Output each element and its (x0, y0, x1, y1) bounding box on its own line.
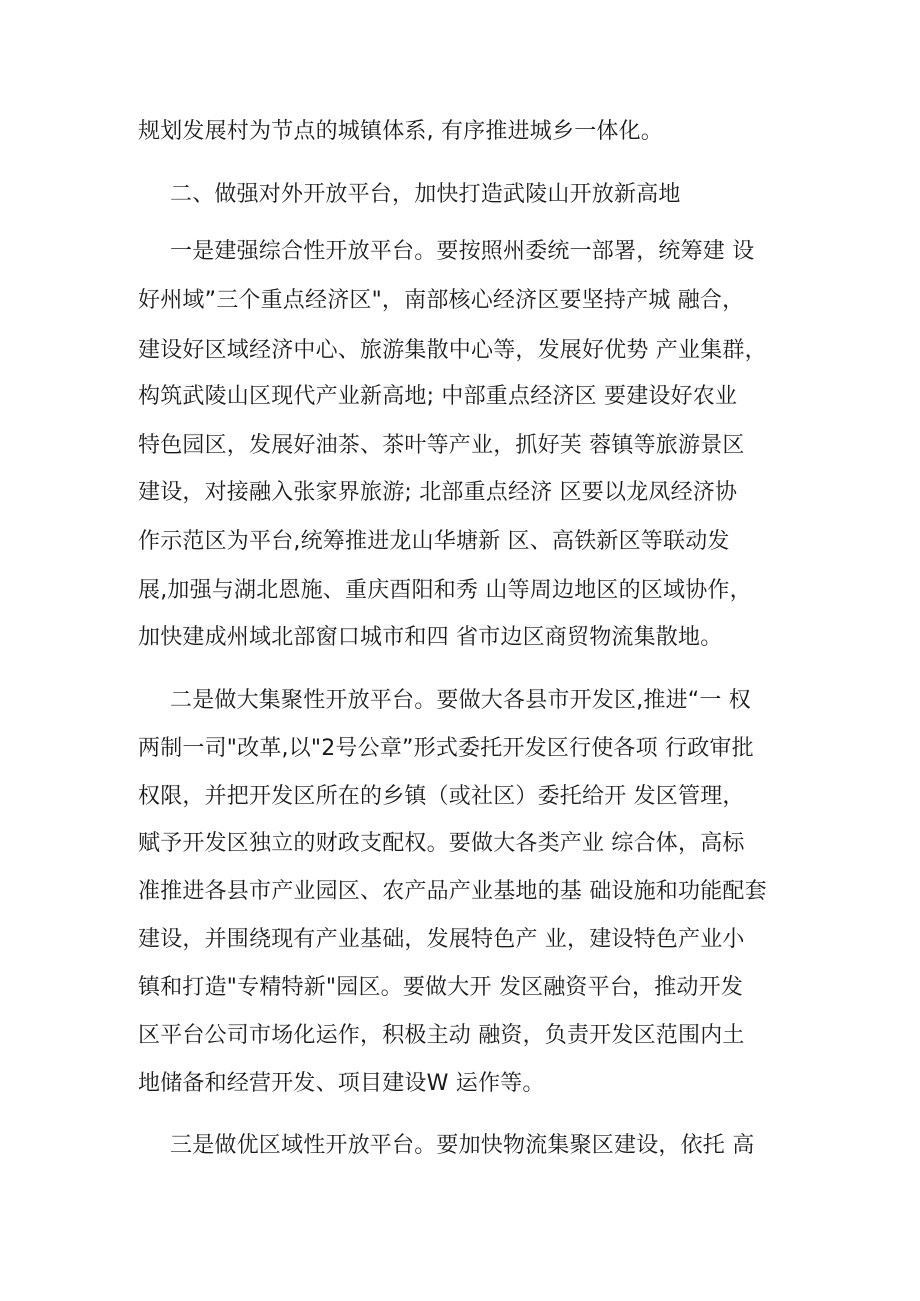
text-line: 规划发展村为节点的城镇体系, 有序推进城乡一体化。 (138, 119, 663, 144)
text-line: 区平台公司市场化运作，积极主动 融资，负责开发区范围内土 (138, 1023, 745, 1048)
text-line: 建设，并围绕现有产业基础，发展特色产 业，建设特色产业小 (138, 927, 745, 952)
text-line: 二是做大集聚性开放平台。要做大各县市开发区,推进“一 权 (170, 688, 751, 713)
text-line: 权限，并把开发区所在的乡镇（或社区）委托给开 发区管理， (138, 784, 745, 809)
text-line: 镇和打造"专精特新"园区。要做大开 发区融资平台，推动开发 (138, 975, 744, 1000)
text-line: 建设，对接融入张家界旅游; 北部重点经济 区要以龙凤经济协 (138, 480, 738, 505)
text-line: 一是建强综合性开放平台。要按照州委统一部署，统筹建 设 (170, 239, 755, 264)
text-line: 准推进各县市产业园区、农产品产业基地的基 础设施和功能配套 (138, 879, 767, 904)
section-heading: 二、做强对外开放平台，加快打造武陵山开放新高地 (170, 182, 681, 207)
text-line: 作示范区为平台,统筹推进龙山华塘新 区、高铁新区等联动发 (138, 529, 730, 554)
text-line: 加快建成州域北部窗口城市和四 省市边区商贸物流集散地。 (138, 625, 723, 650)
text-line: 构筑武陵山区现代产业新高地; 中部重点经济区 要建设好农业 (138, 384, 738, 409)
text-line: 三是做优区域性开放平台。要加快物流集聚区建设，依托 高 (170, 1133, 755, 1158)
text-line: 地储备和经营开发、项目建设W 运作等。 (138, 1071, 545, 1096)
text-line: 特色园区，发展好油茶、茶叶等产业，抓好芙 蓉镇等旅游景区 (138, 433, 745, 458)
text-line: 建设好区域经济中心、旅游集散中心等，发展好优势 产业集群， (138, 338, 767, 363)
text-line: 赋予开发区独立的财政支配权。要做大各类产业 综合体，高标 (138, 831, 745, 856)
text-line: 两制一司"改革,以"2号公章”形式委托开发区行使各项 行政审批 (138, 736, 754, 761)
text-line: 展,加强与湖北恩施、重庆酉阳和秀 山等周边地区的区域协作， (138, 578, 752, 603)
text-line: 好州域”三个重点经济区"，南部核心经济区要坚持产城 融合， (138, 288, 745, 313)
